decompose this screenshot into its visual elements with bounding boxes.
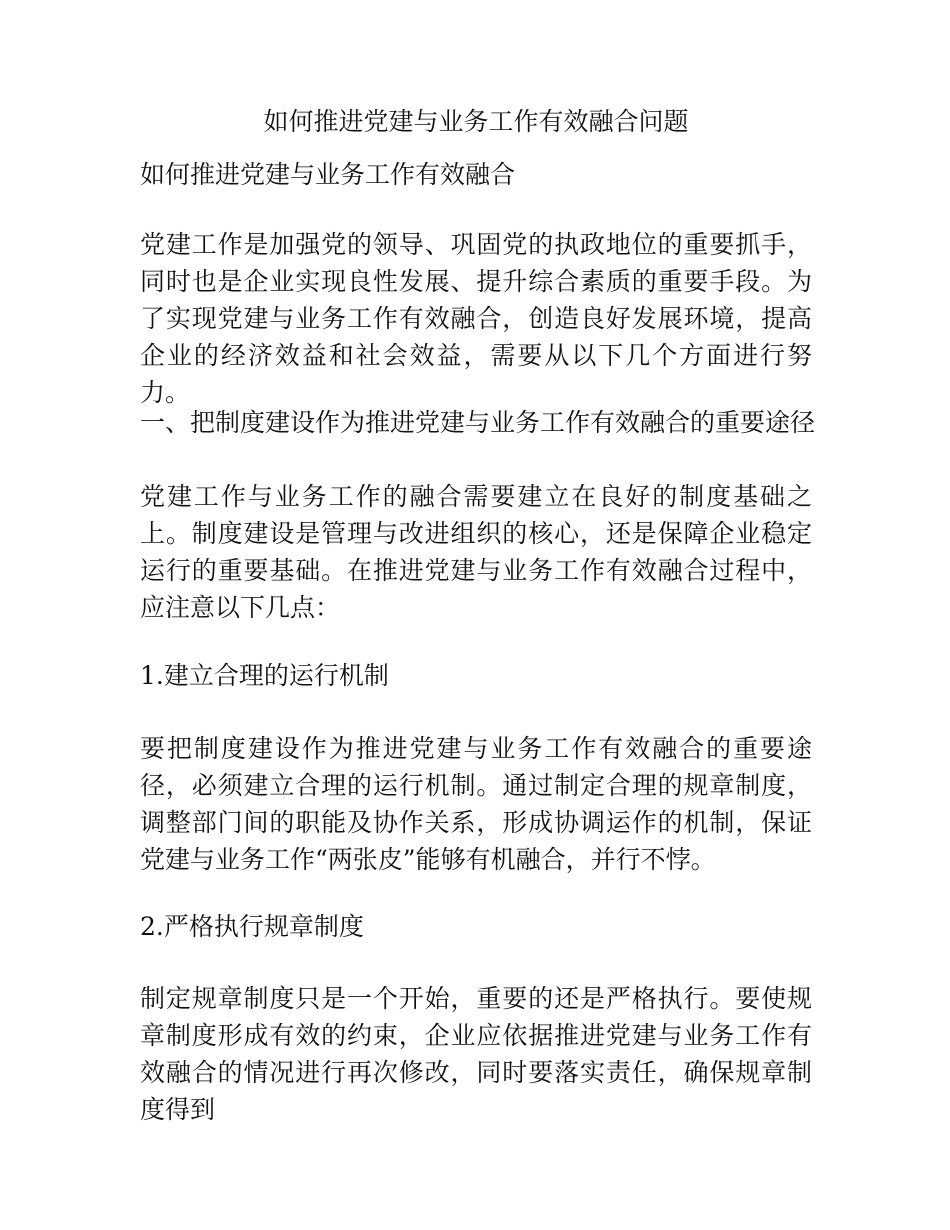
section-1-paragraph: 党建工作与业务工作的融合需要建立在良好的制度基础之上。制度建设是管理与改进组织的核心，还是保障企业稳定运行的重要基础。在推进党建与业务工作有效融合过程中，应注意以下几点：	[140, 482, 812, 622]
document-title: 如何推进党建与业务工作有效融合问题	[263, 107, 689, 136]
document-subtitle: 如何推进党建与业务工作有效融合	[140, 160, 516, 189]
item-1-heading: 1.建立合理的运行机制	[140, 661, 389, 690]
section-1-heading: 一、把制度建设作为推进党建与业务工作有效融合的重要途径	[140, 408, 816, 437]
item-2-paragraph: 制定规章制度只是一个开始，重要的还是严格执行。要使规章制度形成有效的约束，企业应依据推进党建与业务工作有效融合的情况进行再次修改，同时要落实责任，确保规章制度得到	[140, 984, 812, 1124]
item-1-paragraph: 要把制度建设作为推进党建与业务工作有效融合的重要途径，必须建立合理的运行机制。通过制定合理的规章制度，调整部门间的职能及协作关系，形成协调运作的机制，保证党建与业务工作“两张皮”能够有机融合，并行不悖。	[140, 734, 812, 874]
item-2-heading: 2.严格执行规章制度	[140, 912, 364, 941]
intro-paragraph: 党建工作是加强党的领导、巩固党的执政地位的重要抓手，同时也是企业实现良性发展、提升综合素质的重要手段。为了实现党建与业务工作有效融合，创造良好发展环境，提高企业的经济效益和社会效益，需要从以下几个方面进行努力。	[140, 230, 812, 407]
